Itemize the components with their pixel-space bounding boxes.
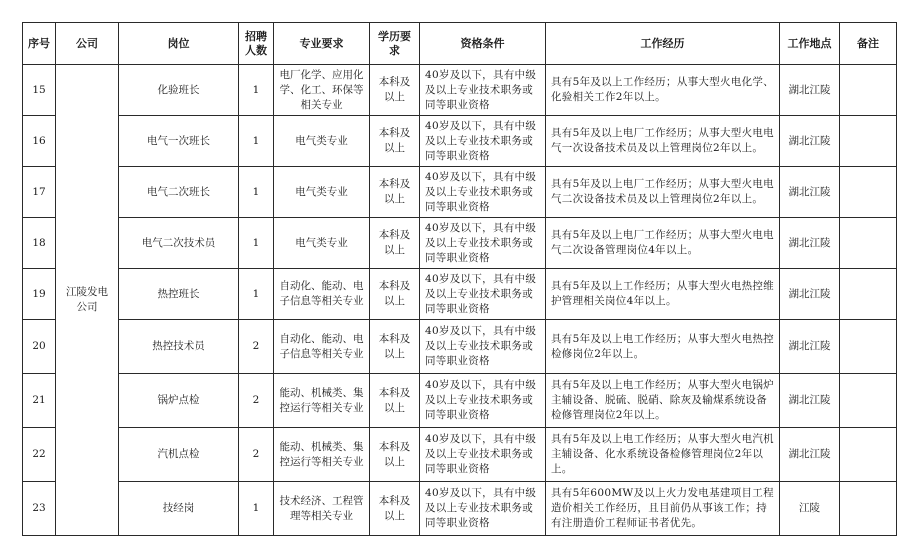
- row-major: 能动、机械类、集控运行等相关专业: [274, 374, 370, 428]
- row-experience: 具有5年及以上电厂工作经历；从事大型火电电气一次设备技术员及以上管理岗位2年以上。: [546, 116, 780, 167]
- row-position: 锅炉点检: [119, 374, 239, 428]
- row-experience: 具有5年及以上工作经历；从事大型火电化学、化验相关工作2年以上。: [546, 65, 780, 116]
- row-education: 本科及以上: [370, 428, 420, 482]
- row-count: 1: [239, 269, 274, 320]
- header-count: 招聘人数: [239, 23, 274, 65]
- row-experience: 具有5年及以上电工作经历；从事大型火电热控检修岗位2年以上。: [546, 320, 780, 374]
- row-count: 1: [239, 116, 274, 167]
- row-remark: [840, 269, 897, 320]
- row-major: 自动化、能动、电子信息等相关专业: [274, 320, 370, 374]
- row-count: 2: [239, 374, 274, 428]
- row-remark: [840, 116, 897, 167]
- table-row: [23, 167, 897, 218]
- row-experience: 具有5年及以上工作经历；从事大型火电热控维护管理相关岗位4年以上。: [546, 269, 780, 320]
- row-remark: [840, 428, 897, 482]
- header-no: 序号: [23, 23, 56, 65]
- row-count: 2: [239, 320, 274, 374]
- row-count: 1: [239, 482, 274, 536]
- row-count: 2: [239, 428, 274, 482]
- row-experience: 具有5年600MW及以上火力发电基建项目工程造价相关工作经历，且目前仍从事该工作；持有注册造价工程师证书者优先。: [546, 482, 780, 536]
- row-position: 电气一次班长: [119, 116, 239, 167]
- row-no: 16: [23, 116, 56, 167]
- row-experience: 具有5年及以上电工作经历；从事大型火电汽机主辅设备、化水系统设备检修管理岗位2年以上。: [546, 428, 780, 482]
- row-no: 18: [23, 218, 56, 269]
- row-location: 湖北江陵: [780, 320, 840, 374]
- row-remark: [840, 320, 897, 374]
- row-position: 热控技术员: [119, 320, 239, 374]
- recruitment-table: [22, 22, 897, 536]
- row-education: 本科及以上: [370, 482, 420, 536]
- row-location: 湖北江陵: [780, 428, 840, 482]
- row-remark: [840, 482, 897, 536]
- row-location: 湖北江陵: [780, 269, 840, 320]
- row-position: 电气二次班长: [119, 167, 239, 218]
- row-major: 自动化、能动、电子信息等相关专业: [274, 269, 370, 320]
- row-major: 电气类专业: [274, 167, 370, 218]
- row-location: 江陵: [780, 482, 840, 536]
- table-row: [23, 320, 897, 374]
- row-remark: [840, 374, 897, 428]
- header-education: 学历要求: [370, 23, 420, 65]
- row-qualification: 40岁及以下，具有中级及以上专业技术职务或同等职业资格: [420, 269, 546, 320]
- row-remark: [840, 167, 897, 218]
- row-education: 本科及以上: [370, 374, 420, 428]
- row-count: 1: [239, 218, 274, 269]
- row-no: 20: [23, 320, 56, 374]
- header-experience: 工作经历: [546, 23, 780, 65]
- table-row: [23, 218, 897, 269]
- header-position: 岗位: [119, 23, 239, 65]
- row-qualification: 40岁及以下，具有中级及以上专业技术职务或同等职业资格: [420, 65, 546, 116]
- table-row: [23, 482, 897, 536]
- row-position: 技经岗: [119, 482, 239, 536]
- row-location: 湖北江陵: [780, 167, 840, 218]
- row-no: 21: [23, 374, 56, 428]
- row-qualification: 40岁及以下，具有中级及以上专业技术职务或同等职业资格: [420, 218, 546, 269]
- row-no: 17: [23, 167, 56, 218]
- table-row: [23, 428, 897, 482]
- table-row: [23, 65, 897, 116]
- row-no: 23: [23, 482, 56, 536]
- row-count: 1: [239, 167, 274, 218]
- header-qualification: 资格条件: [420, 23, 546, 65]
- row-major: 技术经济、工程管理等相关专业: [274, 482, 370, 536]
- header-company: 公司: [56, 23, 119, 65]
- row-qualification: 40岁及以下，具有中级及以上专业技术职务或同等职业资格: [420, 167, 546, 218]
- row-education: 本科及以上: [370, 65, 420, 116]
- row-remark: [840, 218, 897, 269]
- row-education: 本科及以上: [370, 320, 420, 374]
- row-location: 湖北江陵: [780, 218, 840, 269]
- header-location: 工作地点: [780, 23, 840, 65]
- row-education: 本科及以上: [370, 269, 420, 320]
- row-experience: 具有5年及以上电厂工作经历；从事大型火电电气二次设备管理岗位4年以上。: [546, 218, 780, 269]
- row-location: 湖北江陵: [780, 65, 840, 116]
- row-position: 化验班长: [119, 65, 239, 116]
- header-major: 专业要求: [274, 23, 370, 65]
- row-major: 电气类专业: [274, 116, 370, 167]
- row-education: 本科及以上: [370, 116, 420, 167]
- row-major: 电厂化学、应用化学、化工、环保等相关专业: [274, 65, 370, 116]
- row-education: 本科及以上: [370, 218, 420, 269]
- row-experience: 具有5年及以上电厂工作经历；从事大型火电电气二次设备技术员及以上管理岗位2年以上。: [546, 167, 780, 218]
- row-qualification: 40岁及以下，具有中级及以上专业技术职务或同等职业资格: [420, 374, 546, 428]
- company-cell: 江陵发电公司: [56, 65, 119, 536]
- table-row: [23, 269, 897, 320]
- table-row: [23, 116, 897, 167]
- header-row: [23, 23, 897, 65]
- row-position: 汽机点检: [119, 428, 239, 482]
- row-no: 22: [23, 428, 56, 482]
- row-no: 15: [23, 65, 56, 116]
- row-major: 能动、机械类、集控运行等相关专业: [274, 428, 370, 482]
- row-position: 电气二次技术员: [119, 218, 239, 269]
- row-count: 1: [239, 65, 274, 116]
- row-qualification: 40岁及以下，具有中级及以上专业技术职务或同等职业资格: [420, 320, 546, 374]
- row-location: 湖北江陵: [780, 116, 840, 167]
- row-qualification: 40岁及以下，具有中级及以上专业技术职务或同等职业资格: [420, 116, 546, 167]
- row-position: 热控班长: [119, 269, 239, 320]
- row-education: 本科及以上: [370, 167, 420, 218]
- row-major: 电气类专业: [274, 218, 370, 269]
- row-no: 19: [23, 269, 56, 320]
- row-qualification: 40岁及以下，具有中级及以上专业技术职务或同等职业资格: [420, 482, 546, 536]
- row-experience: 具有5年及以上电工作经历；从事大型火电锅炉主辅设备、脱硫、脱硝、除灰及输煤系统设备检修管理岗位2年以上。: [546, 374, 780, 428]
- table-row: [23, 374, 897, 428]
- row-qualification: 40岁及以下，具有中级及以上专业技术职务或同等职业资格: [420, 428, 546, 482]
- row-location: 湖北江陵: [780, 374, 840, 428]
- header-remark: 备注: [840, 23, 897, 65]
- row-remark: [840, 65, 897, 116]
